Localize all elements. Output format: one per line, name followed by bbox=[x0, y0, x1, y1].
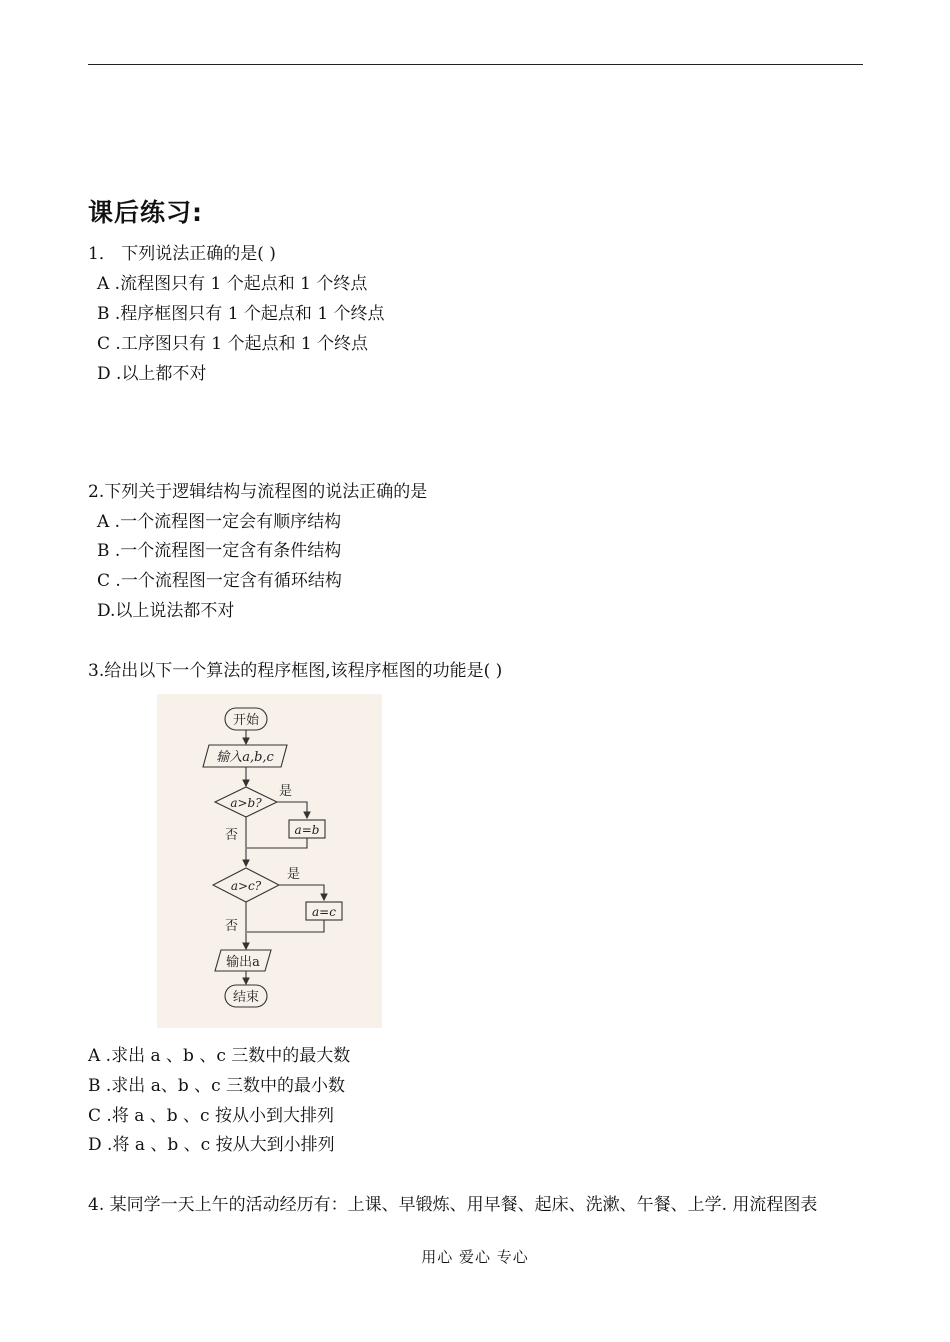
q1-option-a: A .流程图只有 1 个起点和 1 个终点 bbox=[97, 274, 368, 294]
flow-input-label: 输入a,b,c bbox=[216, 750, 274, 765]
q2-option-b: B .一个流程图一定含有条件结构 bbox=[97, 541, 342, 561]
q3-option-b: B .求出 a、b 、c 三数中的最小数 bbox=[88, 1076, 346, 1096]
flow-yes-label-1: 是 bbox=[279, 784, 293, 799]
q1-stem: 1． 下列说法正确的是( ) bbox=[88, 244, 276, 264]
flow-start-label: 开始 bbox=[232, 713, 260, 728]
page-footer: 用心 爱心 专心 bbox=[421, 1248, 529, 1266]
flow-yes-label-2: 是 bbox=[287, 867, 301, 882]
flow-assign-1-label: a=b bbox=[294, 823, 320, 837]
q1-option-c: C .工序图只有 1 个起点和 1 个终点 bbox=[97, 334, 369, 354]
q2-stem: 2.下列关于逻辑结构与流程图的说法正确的是 bbox=[88, 482, 428, 502]
q2-option-d: D.以上说法都不对 bbox=[97, 601, 235, 621]
q2-option-a: A .一个流程图一定会有顺序结构 bbox=[97, 512, 342, 532]
flow-assign-2-label: a=c bbox=[312, 905, 336, 919]
q3-option-c: C .将 a 、b 、c 按从小到大排列 bbox=[88, 1106, 334, 1126]
header-rule bbox=[88, 64, 863, 65]
q3-stem: 3.给出以下一个算法的程序框图,该程序框图的功能是( ) bbox=[88, 661, 503, 681]
flow-end-label: 结束 bbox=[232, 990, 260, 1005]
q1-option-d: D .以上都不对 bbox=[97, 364, 207, 384]
flow-output-label: 输出a bbox=[226, 955, 260, 970]
flow-no-label-1: 否 bbox=[225, 828, 239, 843]
q2-option-c: C .一个流程图一定含有循环结构 bbox=[97, 571, 342, 591]
q4-stem: 4. 某同学一天上午的活动经历有：上课、早锻炼、用早餐、起床、洗漱、午餐、上学. 用流程图表 bbox=[88, 1195, 818, 1215]
q1-option-b: B .程序框图只有 1 个起点和 1 个终点 bbox=[97, 304, 385, 324]
flow-no-label-2: 否 bbox=[225, 919, 239, 934]
flow-decision-2-label: a>c? bbox=[230, 879, 262, 893]
q3-option-a: A .求出 a 、b 、c 三数中的最大数 bbox=[88, 1046, 351, 1066]
section-heading: 课后练习: bbox=[88, 198, 203, 227]
flow-decision-1-label: a>b? bbox=[230, 796, 262, 810]
q3-option-d: D .将 a 、b 、c 按从大到小排列 bbox=[88, 1135, 335, 1155]
flowchart-figure bbox=[157, 694, 382, 1028]
